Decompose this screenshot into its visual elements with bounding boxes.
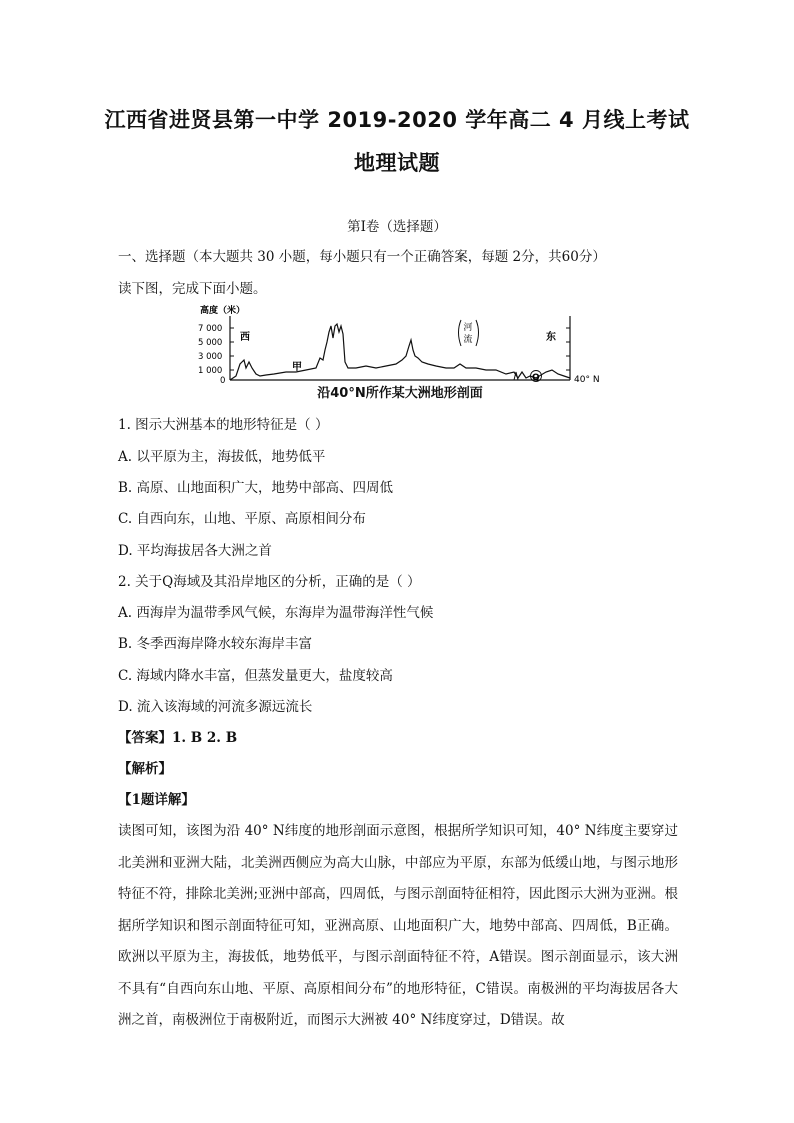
lead-text: 读下图，完成下面小题。 — [118, 281, 267, 297]
terrain-profile-svg — [196, 302, 604, 384]
q2-stem: 2. 关于Q海域及其沿岸地区的分析，正确的是（ ） — [118, 574, 421, 590]
profile-ylabel: 高度（米） — [200, 306, 246, 316]
q2-option-a: A. 西海岸为温带季风气候，东海岸为温带海洋性气候 — [118, 605, 434, 621]
detail-heading: 【1题详解】 — [118, 792, 195, 808]
q2-option-d: D. 流入该海域的河流多源远流长 — [118, 699, 313, 715]
river-bracket-left — [459, 320, 462, 346]
profile-tick-0: 0 — [220, 376, 226, 384]
detail-paragraph: 读图可知，该图为沿 40° N纬度的地形剖面示意图，根据所学知识可知，40° N纬度主要穿过北美洲和亚洲大陆，北美洲西侧应为高大山脉，中部应为平原，东部为低缓山地，与图示地形特征不符，排除北美洲;亚洲中部高，四周低，与图示剖面特征相符，因此图示大洲为亚洲。根据所学知识和图示剖面特征可知，亚洲高原、山地面积广大，地势中部高、四周低，B正确。欧洲以平原为主，海拔低，地势低平，与图示剖面特征不符，A错误。图示剖面显示，该大洲不具有“自西向东山地、平原、高原相间分布”的地形特征，C错误。南极洲的平均海拔居各大洲之首，南极洲位于南极附近，而图示大洲被 40° N纬度穿过，D错误。故 — [118, 823, 678, 1028]
q2-option-b: B. 冬季西海岸降水较东海岸丰富 — [118, 636, 313, 652]
profile-east-label: 东 — [546, 332, 556, 343]
q1-option-a: A. 以平原为主，海拔低，地势低平 — [118, 449, 326, 465]
doc-title-line1: 江西省进贤县第一中学 2019-2020 学年高二 4 月线上考试 — [104, 108, 690, 132]
q1-option-b: B. 高原、山地面积广大，地势中部高、四周低 — [118, 480, 394, 496]
q1-stem: 1. 图示大洲基本的地形特征是（ ） — [118, 417, 329, 433]
q1-option-c: C. 自西向东，山地、平原、高原相间分布 — [118, 511, 366, 527]
q1-option-d: D. 平均海拔居各大洲之首 — [118, 543, 272, 559]
profile-jia-label: 甲 — [292, 362, 302, 373]
analysis-heading: 【解析】 — [118, 761, 172, 777]
answer-line: 【答案】1. B 2. B — [118, 730, 238, 746]
river-label-2: 流 — [463, 335, 473, 345]
section-heading: 第Ⅰ卷（选择题） — [347, 219, 447, 235]
profile-q-label: Q — [532, 373, 540, 383]
profile-tick-3000: 3 000 — [198, 352, 223, 362]
profile-ticks — [230, 328, 570, 370]
profile-tick-1000: 1 000 — [198, 366, 223, 376]
profile-tick-5000: 5 000 — [198, 338, 223, 348]
river-bracket-right — [476, 320, 479, 346]
figure-caption: 沿40°N所作某大洲地形剖面 — [317, 386, 483, 401]
terrain-profile-line — [230, 324, 570, 380]
terrain-profile-figure — [196, 302, 604, 404]
instruction-text: 一、选择题（本大题共 30 小题，每小题只有一个正确答案，每题 2分，共60分） — [118, 249, 606, 265]
river-label-1: 河 — [463, 323, 473, 333]
profile-tick-7000: 7 000 — [198, 324, 223, 334]
doc-title-line2: 地理试题 — [354, 151, 440, 175]
profile-latitude-label: 40° N — [574, 375, 600, 384]
q2-option-c: C. 海域内降水丰富，但蒸发量更大，盐度较高 — [118, 668, 393, 684]
profile-west-label: 西 — [240, 332, 250, 343]
